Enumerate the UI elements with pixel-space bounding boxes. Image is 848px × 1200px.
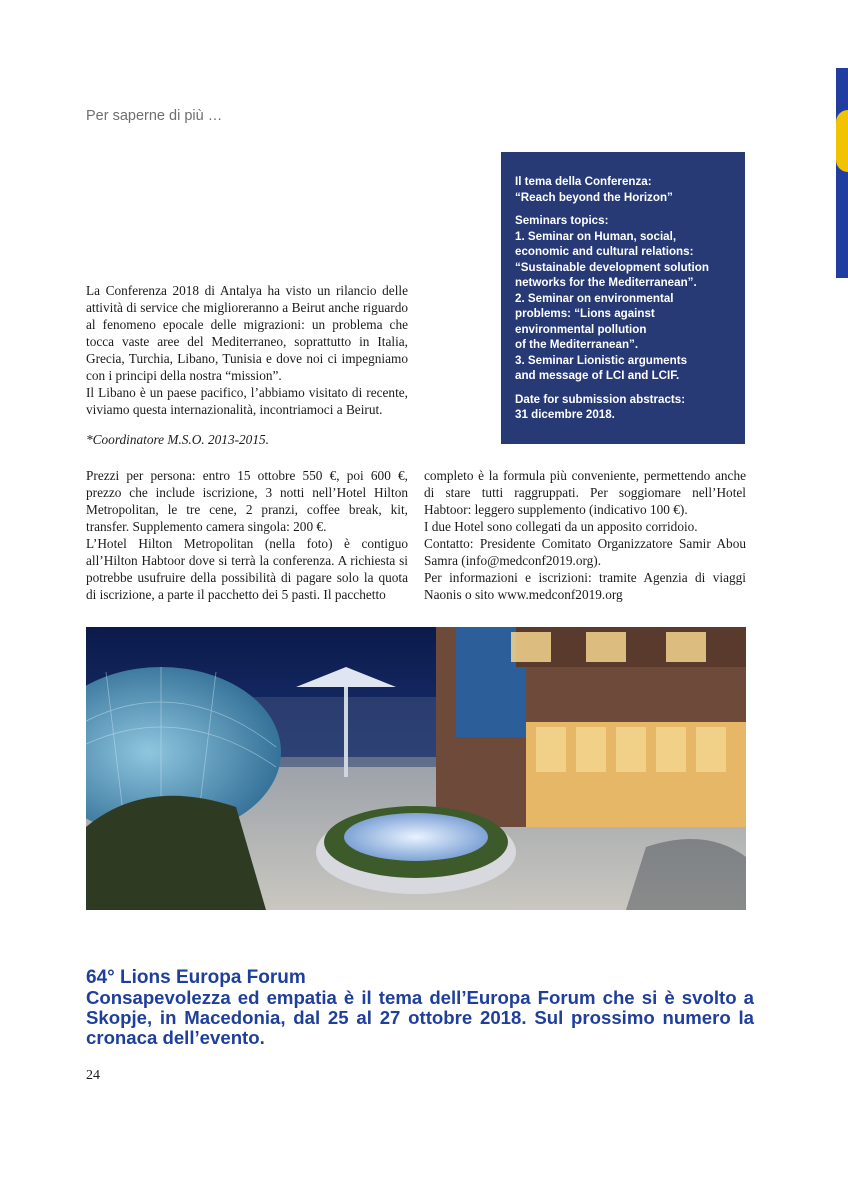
- prices-column-right: [424, 467, 746, 603]
- theme-label: Il tema della Conferenza:: [515, 175, 652, 188]
- registration-paragraph: Per informazioni e iscrizioni: tramite Agenzia di viaggi Naonis o sito www.medconf2019.org: [424, 570, 746, 602]
- contact-paragraph: Contatto: Presidente Comitato Organizzatore Samir Abou Samra (info@medconf2019.org).: [424, 536, 746, 568]
- hotel-paragraph: L’Hotel Hilton Metropolitan (nella foto) è contiguo all’Hilton Habtoor dove si terrà la conferenza. A richiesta si potrebbe usufruire della possibilità di pagare solo la quota di iscrizione, a parte il pacchetto dei 5 pasti. Il pacchetto: [86, 536, 408, 602]
- conference-info-box: [501, 152, 745, 444]
- seminars-label: Seminars topics:: [515, 214, 609, 227]
- page-number: 24: [86, 1068, 100, 1083]
- corridor-paragraph: I due Hotel sono collegati da un apposito corridoio.: [424, 519, 698, 534]
- lions-logo-edge: [836, 68, 848, 278]
- seminars-block: [515, 213, 735, 384]
- forum-title: 64° Lions Europa Forum: [86, 967, 306, 988]
- forum-announcement: [86, 968, 754, 1048]
- package-paragraph: completo è la formula più conveniente, permettendo anche di stare tutti raggruppati. Per soggiomare nell’Hotel Habtoor: leggero supplemento (indicativo 100 €).: [424, 468, 746, 517]
- theme-block: [515, 174, 735, 205]
- forum-text: Consapevolezza ed empatia è il tema dell’Europa Forum che si è svolto a Skopje, in Macedonia, dal 25 al 27 ottobre 2018. Sul prossimo numero la cronaca dell’evento.: [86, 987, 754, 1048]
- prices-paragraph: Prezzi per persona: entro 15 ottobre 550 €, poi 600 €, prezzo che include iscrizione, 3 notti nell’Hotel Hilton Metropolitan, le tre cene, 2 pranzi, coffee break, kit, transfer. Supplemento camera singola: 200 €.: [86, 468, 408, 534]
- section-header: Per saperne di più …: [86, 108, 223, 124]
- seminar-1: 1. Seminar on Human, social, economic and cultural relations: “Sustainable development solution networks for the Mediterranean”.: [515, 229, 709, 289]
- prices-column-left: [86, 467, 408, 603]
- coordinator-note: *Coordinatore M.S.O. 2013-2015.: [86, 432, 269, 447]
- seminar-3: 3. Seminar Lionistic arguments and message of LCI and LCIF.: [515, 353, 688, 382]
- intro-text: [86, 282, 408, 418]
- theme-title: “Reach beyond the Horizon”: [515, 190, 673, 204]
- submission-deadline: Date for submission abstracts: 31 dicembre 2018.: [515, 392, 686, 421]
- seminar-2: 2. Seminar on environmental problems: “Lions against environmental pollution of the Mediterranean”.: [515, 291, 674, 351]
- intro-paragraph: Il Libano è un paese pacifico, l’abbiamo visitato di recente, viviamo questa internazionalità, incontriamoci a Beirut.: [86, 385, 408, 417]
- hotel-photo: [86, 627, 746, 910]
- intro-paragraph: La Conferenza 2018 di Antalya ha visto un rilancio delle attività di service che miglioreranno a Beirut anche riguardo al fenomeno epocale delle migrazioni: un problema che tocca vaste aree del Mediterraneo, soprattutto in Italia, Grecia, Turchia, Libano, Tunisia e dove noi ci impegniamo con i principi della nostra “mission”.: [86, 283, 408, 383]
